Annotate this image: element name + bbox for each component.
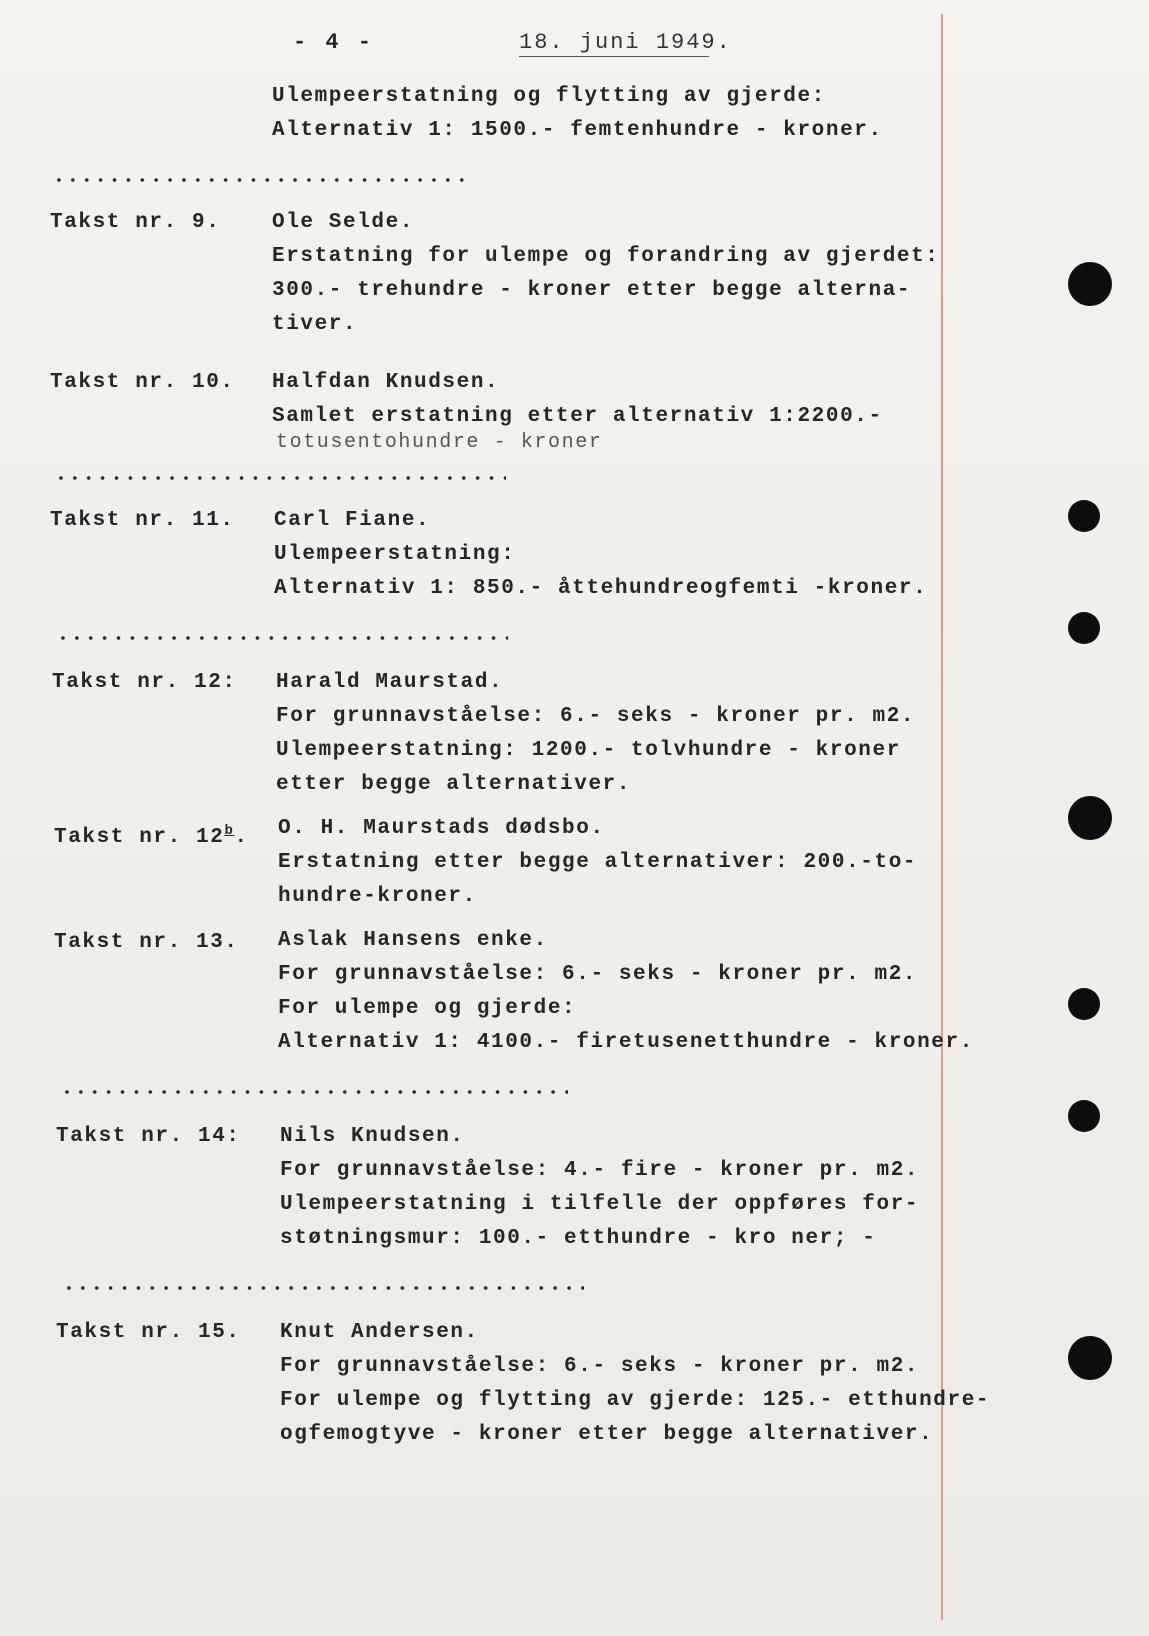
entry-line: For grunnavståelse: 6.- seks - kroner pr. m2. (278, 963, 918, 986)
entry-label: Takst nr. 9. (50, 211, 221, 234)
entry-line: Aslak Hansens enke. (278, 929, 548, 952)
entry-line: 300.- trehundre - kroner etter begge alterna- (272, 279, 912, 302)
intro-line: Alternativ 1: 1500.- femtenhundre - kroner. (272, 119, 883, 142)
dotted-separator (62, 1286, 584, 1290)
entry-label (54, 818, 249, 851)
margin-line (941, 14, 943, 1620)
entry-line: For grunnavståelse: 6.- seks - kroner pr. m2. (276, 705, 916, 728)
entry-line: Carl Fiane. (274, 509, 431, 532)
entry-label: Takst nr. 10. (50, 371, 235, 394)
binder-hole (1068, 262, 1112, 306)
page-date: 18. juni 1949. (519, 30, 732, 55)
entry-label: Takst nr. 15. (56, 1321, 241, 1344)
dotted-separator (60, 1090, 568, 1094)
entry-label: Takst nr. 14: (56, 1125, 241, 1148)
entry-line: Erstatning for ulempe og forandring av gjerdet: (272, 245, 940, 268)
binder-hole (1068, 1336, 1112, 1380)
entry-line: ogfemogtyve - kroner etter begge alternativer. (280, 1423, 934, 1446)
dotted-separator (54, 476, 506, 480)
entry-line: For ulempe og gjerde: (278, 997, 577, 1020)
entry-line: For grunnavståelse: 4.- fire - kroner pr. m2. (280, 1159, 920, 1182)
dotted-separator (56, 636, 508, 640)
entry-line: Samlet erstatning etter alternativ 1:2200.- (272, 405, 883, 428)
entry-line: O. H. Maurstads dødsbo. (278, 817, 605, 840)
entry-label-text: Takst nr. 12 (54, 826, 225, 849)
dotted-separator (52, 178, 466, 182)
binder-hole (1068, 988, 1100, 1020)
entry-line: For ulempe og flytting av gjerde: 125.- etthundre- (280, 1389, 991, 1412)
binder-hole (1068, 796, 1112, 840)
binder-hole (1068, 500, 1100, 532)
entry-line: Knut Andersen. (280, 1321, 479, 1344)
entry-line: hundre-kroner. (278, 885, 477, 908)
entry-label: Takst nr. 11. (50, 509, 235, 532)
binder-hole (1068, 612, 1100, 644)
entry-label-superscript: b (224, 823, 235, 839)
entry-line: Alternativ 1: 850.- åttehundreogfemti -kroner. (274, 577, 928, 600)
entry-line: Ulempeerstatning i tilfelle der oppføres for- (280, 1193, 920, 1216)
intro-line: Ulempeerstatning og flytting av gjerde: (272, 85, 826, 108)
entry-line: støtningsmur: 100.- etthundre - kro ner; - (280, 1227, 877, 1250)
entry-label: Takst nr. 13. (54, 931, 239, 954)
entry-line: For grunnavståelse: 6.- seks - kroner pr. m2. (280, 1355, 920, 1378)
page-number: - 4 - (293, 30, 375, 55)
binder-hole (1068, 1100, 1100, 1132)
entry-line: Alternativ 1: 4100.- firetusenetthundre - kroner. (278, 1031, 974, 1054)
entry-line: Halfdan Knudsen. (272, 371, 500, 394)
entry-label-suffix: . (234, 826, 249, 849)
entry-line: tiver. (272, 313, 358, 336)
entry-line: Ulempeerstatning: (274, 543, 516, 566)
entry-line: totusentohundre - kroner (276, 431, 603, 454)
entry-line: Nils Knudsen. (280, 1125, 465, 1148)
entry-line: Ole Selde. (272, 211, 415, 234)
entry-line: Erstatning etter begge alternativer: 200.-to- (278, 851, 918, 874)
entry-line: Ulempeerstatning: 1200.- tolvhundre - kroner (276, 739, 901, 762)
entry-label: Takst nr. 12: (52, 671, 237, 694)
date-underline (519, 56, 709, 57)
entry-line: Harald Maurstad. (276, 671, 504, 694)
entry-line: etter begge alternativer. (276, 773, 632, 796)
